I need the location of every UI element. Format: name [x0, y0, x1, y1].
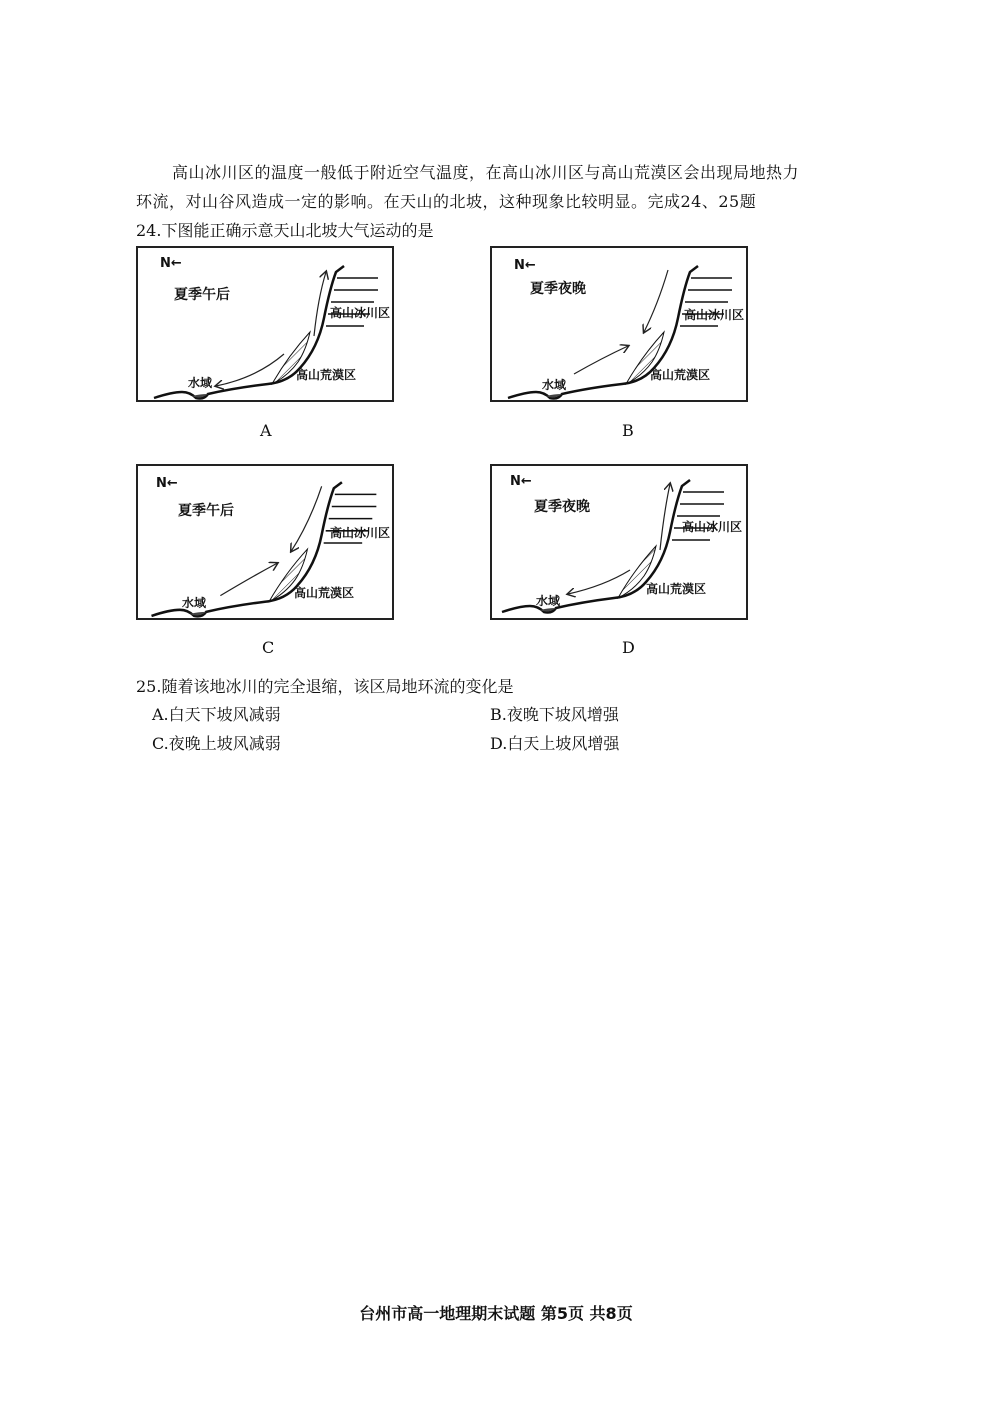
season-label: 夏季夜晚 — [530, 281, 586, 297]
intro-line-2: 环流，对山谷风造成一定的影响。在天山的北坡，这种现象比较明显。完成24、25题 — [136, 192, 757, 211]
question-24-stem: 24.下图能正确示意天山北坡大气运动的是 — [136, 221, 434, 240]
desert-zone-label: 高山荒漠区 — [646, 582, 707, 596]
water-label: 水域 — [182, 596, 207, 610]
north-arrow-label: N← — [510, 474, 532, 489]
slope-diagram-a — [138, 248, 396, 404]
glacier-zone-label: 高山冰川区 — [330, 306, 391, 320]
intro-line-1: 高山冰川区的温度一般低于附近空气温度，在高山冰川区与高山荒漠区会出现局地热力 — [172, 163, 800, 182]
north-arrow-label: N← — [514, 258, 536, 273]
panel-letter-c: C — [262, 638, 275, 657]
intro-paragraph — [136, 158, 836, 216]
option-d: D.白天上坡风增强 — [490, 734, 620, 753]
option-c: C.夜晚上坡风减弱 — [152, 734, 281, 753]
slope-diagram-d — [492, 466, 750, 622]
diagram-panel-d — [490, 464, 748, 620]
glacier-zone-label: 高山冰川区 — [330, 526, 391, 540]
glacier-zone-label: 高山冰川区 — [682, 520, 743, 534]
panel-letter-a: A — [260, 421, 272, 440]
diagram-panel-a — [136, 246, 394, 402]
season-label: 夏季夜晚 — [534, 499, 590, 515]
north-arrow-label: N← — [156, 476, 178, 491]
season-label: 夏季午后 — [174, 287, 230, 303]
water-label: 水域 — [188, 376, 213, 390]
water-label: 水域 — [542, 378, 567, 392]
question-25-stem: 25.随着该地冰川的完全退缩，该区局地环流的变化是 — [136, 677, 514, 696]
desert-zone-label: 高山荒漠区 — [650, 368, 711, 382]
season-label: 夏季午后 — [178, 503, 234, 519]
diagram-panel-b — [490, 246, 748, 402]
option-a: A.白天下坡风减弱 — [152, 705, 281, 724]
glacier-zone-label: 高山冰川区 — [684, 308, 745, 322]
desert-zone-label: 高山荒漠区 — [296, 368, 357, 382]
page-footer: 台州市高一地理期末试题 第5页 共8页 — [359, 1304, 633, 1323]
desert-zone-label: 高山荒漠区 — [294, 586, 355, 600]
panel-letter-d: D — [622, 638, 635, 657]
north-arrow-label: N← — [160, 256, 182, 271]
panel-letter-b: B — [622, 421, 634, 440]
diagram-panel-c — [136, 464, 394, 620]
option-b: B.夜晚下坡风增强 — [490, 705, 619, 724]
water-label: 水域 — [536, 594, 561, 608]
